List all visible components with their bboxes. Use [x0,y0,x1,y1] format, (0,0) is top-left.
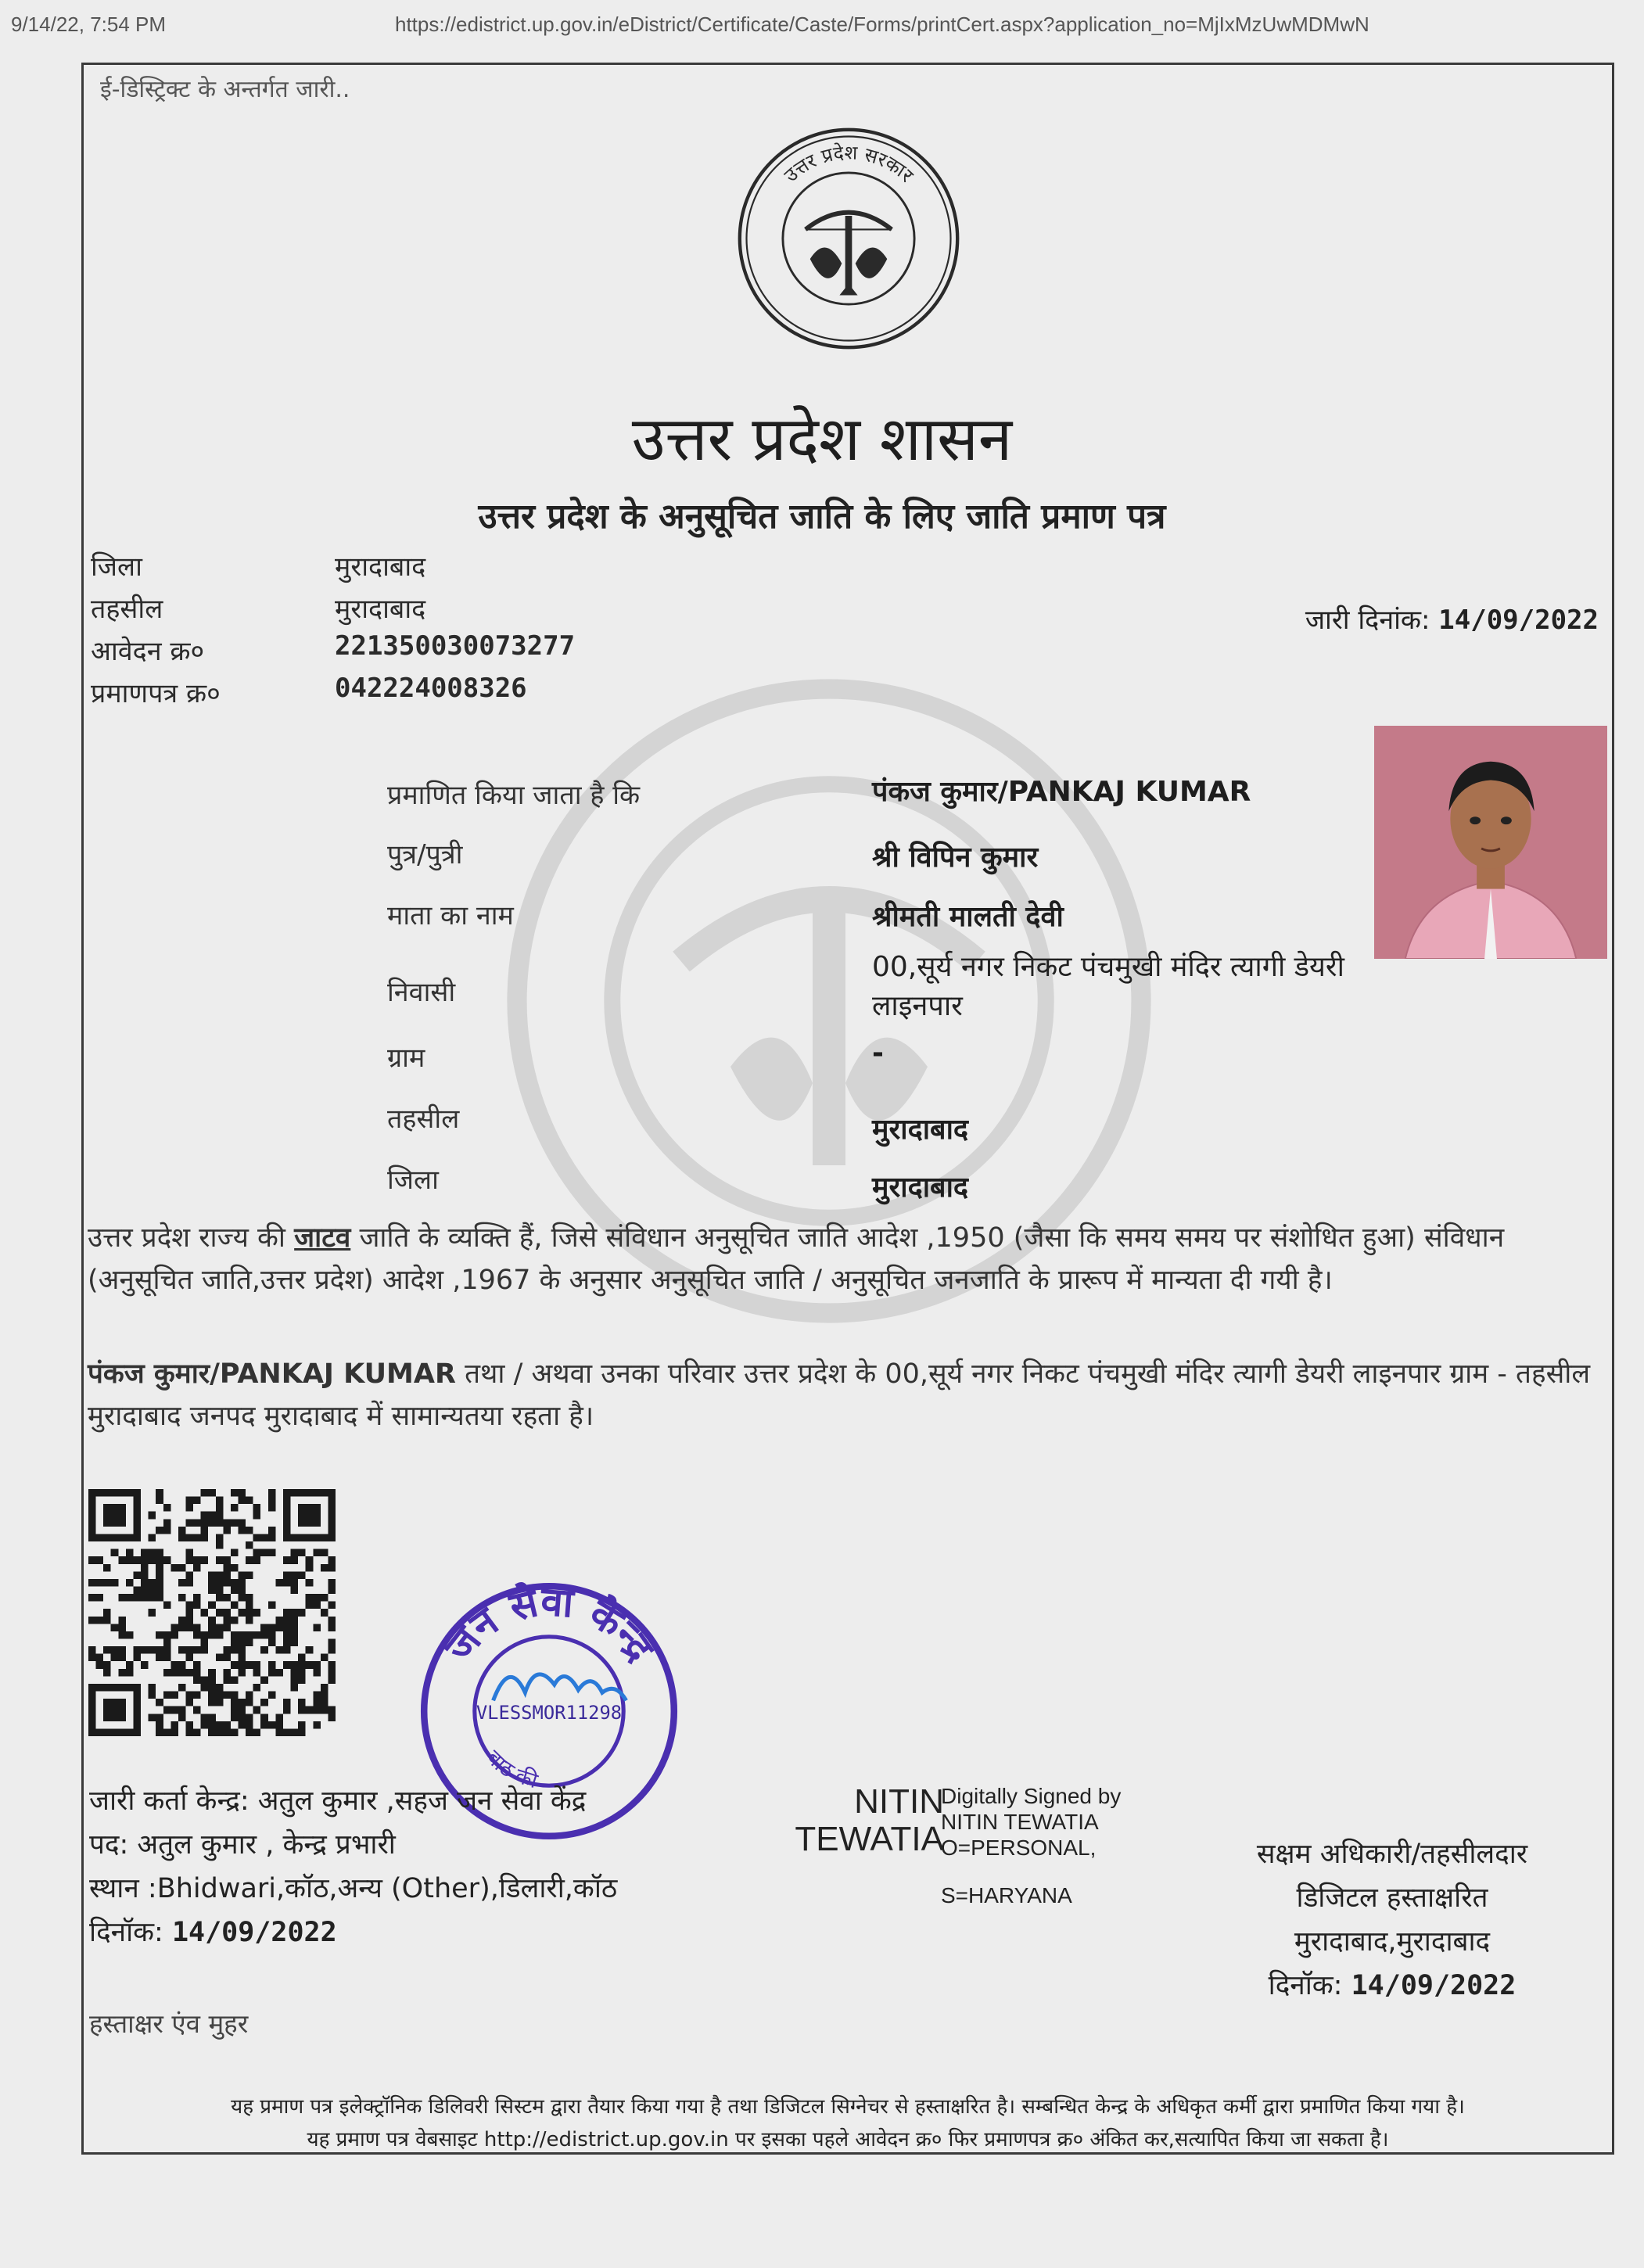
emblem-arc-text: उत्तर प्रदेश सरकार [779,141,918,187]
resident-label: निवासी [387,977,456,1008]
son-of-label: पुत्र/पुत्री [387,839,463,870]
issued-under-text: ई-डिस्ट्रिक्ट के अन्तर्गत जारी.. [100,76,350,103]
caste-paragraph-start: उत्तर प्रदेश राज्य की [88,1222,286,1254]
signature-line-1: Digitally Signed by [941,1784,1122,1808]
certify-label: प्रमाणित किया जाता है कि [387,780,641,811]
up-government-emblem-icon [735,125,962,352]
stamp-bottom-text: बाठ की [481,1746,541,1794]
verification-qr-code [88,1489,336,1736]
residence-paragraph-text: तथा / अथवा उनका परिवार उत्तर प्रदेश के 00,सूर्य नगर निकट पंचमुखी मंदिर त्यागी डेयरी लाइनपार ग्राम - तहसील मुरादाबाद जनपद मुरादाबाद में सामान्यतया रहता है। [88,1358,1591,1433]
digital-signer-name [763,1783,944,1859]
footer-line-1: यह प्रमाण पत्र इलेक्ट्रॉनिक डिलिवरी सिस्टम द्वारा तैयार किया गया है तथा डिजिटल सिग्नेचर से हस्ताक्षरित है। सम्बन्धित केन्द्र के अधिकृत कर्मी द्वारा प्रमाणित किया गया है। [231,2095,1465,2119]
signature-scribble [494,1674,626,1701]
application-number: 221350030073277 [335,630,576,662]
meta-tehsil-label: तहसील [91,594,163,625]
government-title: उत्तर प्रदेश शासन [631,404,1013,475]
applicant-photo [1374,726,1607,959]
stamp-top-text: जन सेवा केन्द्र [436,1578,663,1670]
authority-place: मुरादाबाद,मुरादाबाद [1294,1926,1491,1958]
issuer-place: स्थान :Bhidwari,कॉठ,अन्य (Other),डिलारी,कॉठ [89,1873,618,1904]
issuer-center: जारी कर्ता केन्द्र: अतुल कुमार ,सहज जन सेवा केंद्र [89,1785,587,1817]
issuer-post: पद: अतुल कुमार , केन्द्र प्रभारी [89,1829,396,1861]
issuer-date-value: 14/09/2022 [171,1917,337,1948]
meta-district-value: मुरादाबाद [335,551,426,583]
applicant-name: पंकज कुमार/PANKAJ KUMAR [872,776,1251,808]
caste-paragraph-rest: जाति के व्यक्ति हैं, जिसे संविधान अनुसूचित जाति आदेश ,1950 (जैसा कि समय समय पर संशोधित हुआ) संविधान (अनुसूचित जाति,उत्तर प्रदेश) आदेश ,1967 के अनुसार अनुसूचित जाति / अनुसूचित जनजाति के प्रारूप में मान्यता दी गयी है। [88,1222,1505,1297]
print-url: https://edistrict.up.gov.in/eDistrict/Certificate/Caste/Forms/printCert.aspx?application_no=MjIxMzUwMDMwN [395,13,1369,36]
signer-first-name: NITIN [854,1782,944,1821]
detail-tehsil-value: मुरादाबाद [872,1114,969,1146]
print-timestamp: 9/14/22, 7:54 PM [11,13,167,36]
issue-date [1305,601,1599,637]
signer-last-name: TEWATIA [795,1820,944,1859]
detail-district-value: मुरादाबाद [872,1172,969,1204]
resident-address: 00,सूर्य नगर निकट पंचमुखी मंदिर त्यागी डेयरी लाइनपार [872,951,1344,1023]
caste-name: जाटव [294,1222,351,1254]
authority-date-value: 14/09/2022 [1351,1970,1517,2001]
footer-line-2: यह प्रमाण पत्र वेबसाइट http://edistrict.up.gov.in पर इसका पहले आवेदन क्र० फिर प्रमाणपत्र क्र० अंकित कर,सत्यापित किया जा सकता है। [307,2128,1389,2151]
caste-paragraph [88,1217,1613,1302]
authority-date-label: दिनॉक: [1268,1970,1343,2001]
detail-tehsil-label: तहसील [387,1103,460,1135]
signature-and-seal-label: हस्ताक्षर एंव मुहर [89,2008,249,2039]
authority-date [1197,1966,1588,2003]
issue-date-label: जारी दिनांक: [1305,605,1430,636]
digital-signature-details [941,1783,1121,1861]
authority-title: सक्षम अधिकारी/तहसीलदार [1256,1839,1528,1870]
svg-text:जन सेवा केन्द्र [436,1578,663,1671]
village-label: ग्राम [387,1042,425,1074]
issuer-date-label: दिनॉक: [89,1917,163,1948]
signature-line-2: NITIN TEWATIA [941,1810,1099,1835]
certificate-number: 042224008326 [335,673,527,704]
village-value: - [872,1037,884,1069]
detail-district-label: जिला [387,1165,439,1196]
meta-application-label: आवेदन क्र० [91,636,205,667]
issue-date-value: 14/09/2022 [1438,605,1599,636]
residence-paragraph-name: पंकज कुमार/PANKAJ KUMAR [88,1358,456,1390]
mother-name: श्रीमती मालती देवी [872,901,1064,933]
certificate-title: उत्तर प्रदेश के अनुसूचित जाति के लिए जाति प्रमाण पत्र [478,497,1166,536]
signature-line-3: O=PERSONAL, [941,1836,1097,1861]
meta-certificate-label: प्रमाणपत्र क्र० [91,678,221,709]
authority-signed: डिजिटल हस्ताक्षरित [1296,1882,1488,1914]
issuer-date [89,1913,337,1950]
father-name: श्री विपिन कुमार [872,842,1039,874]
meta-district-label: जिला [91,551,142,583]
meta-tehsil-value: मुरादाबाद [335,594,426,625]
signature-state: S=HARYANA [941,1883,1072,1907]
mother-label: माता का नाम [387,900,514,931]
stamp-code: VLESSMOR11298 [476,1702,623,1724]
residence-paragraph [88,1353,1613,1438]
